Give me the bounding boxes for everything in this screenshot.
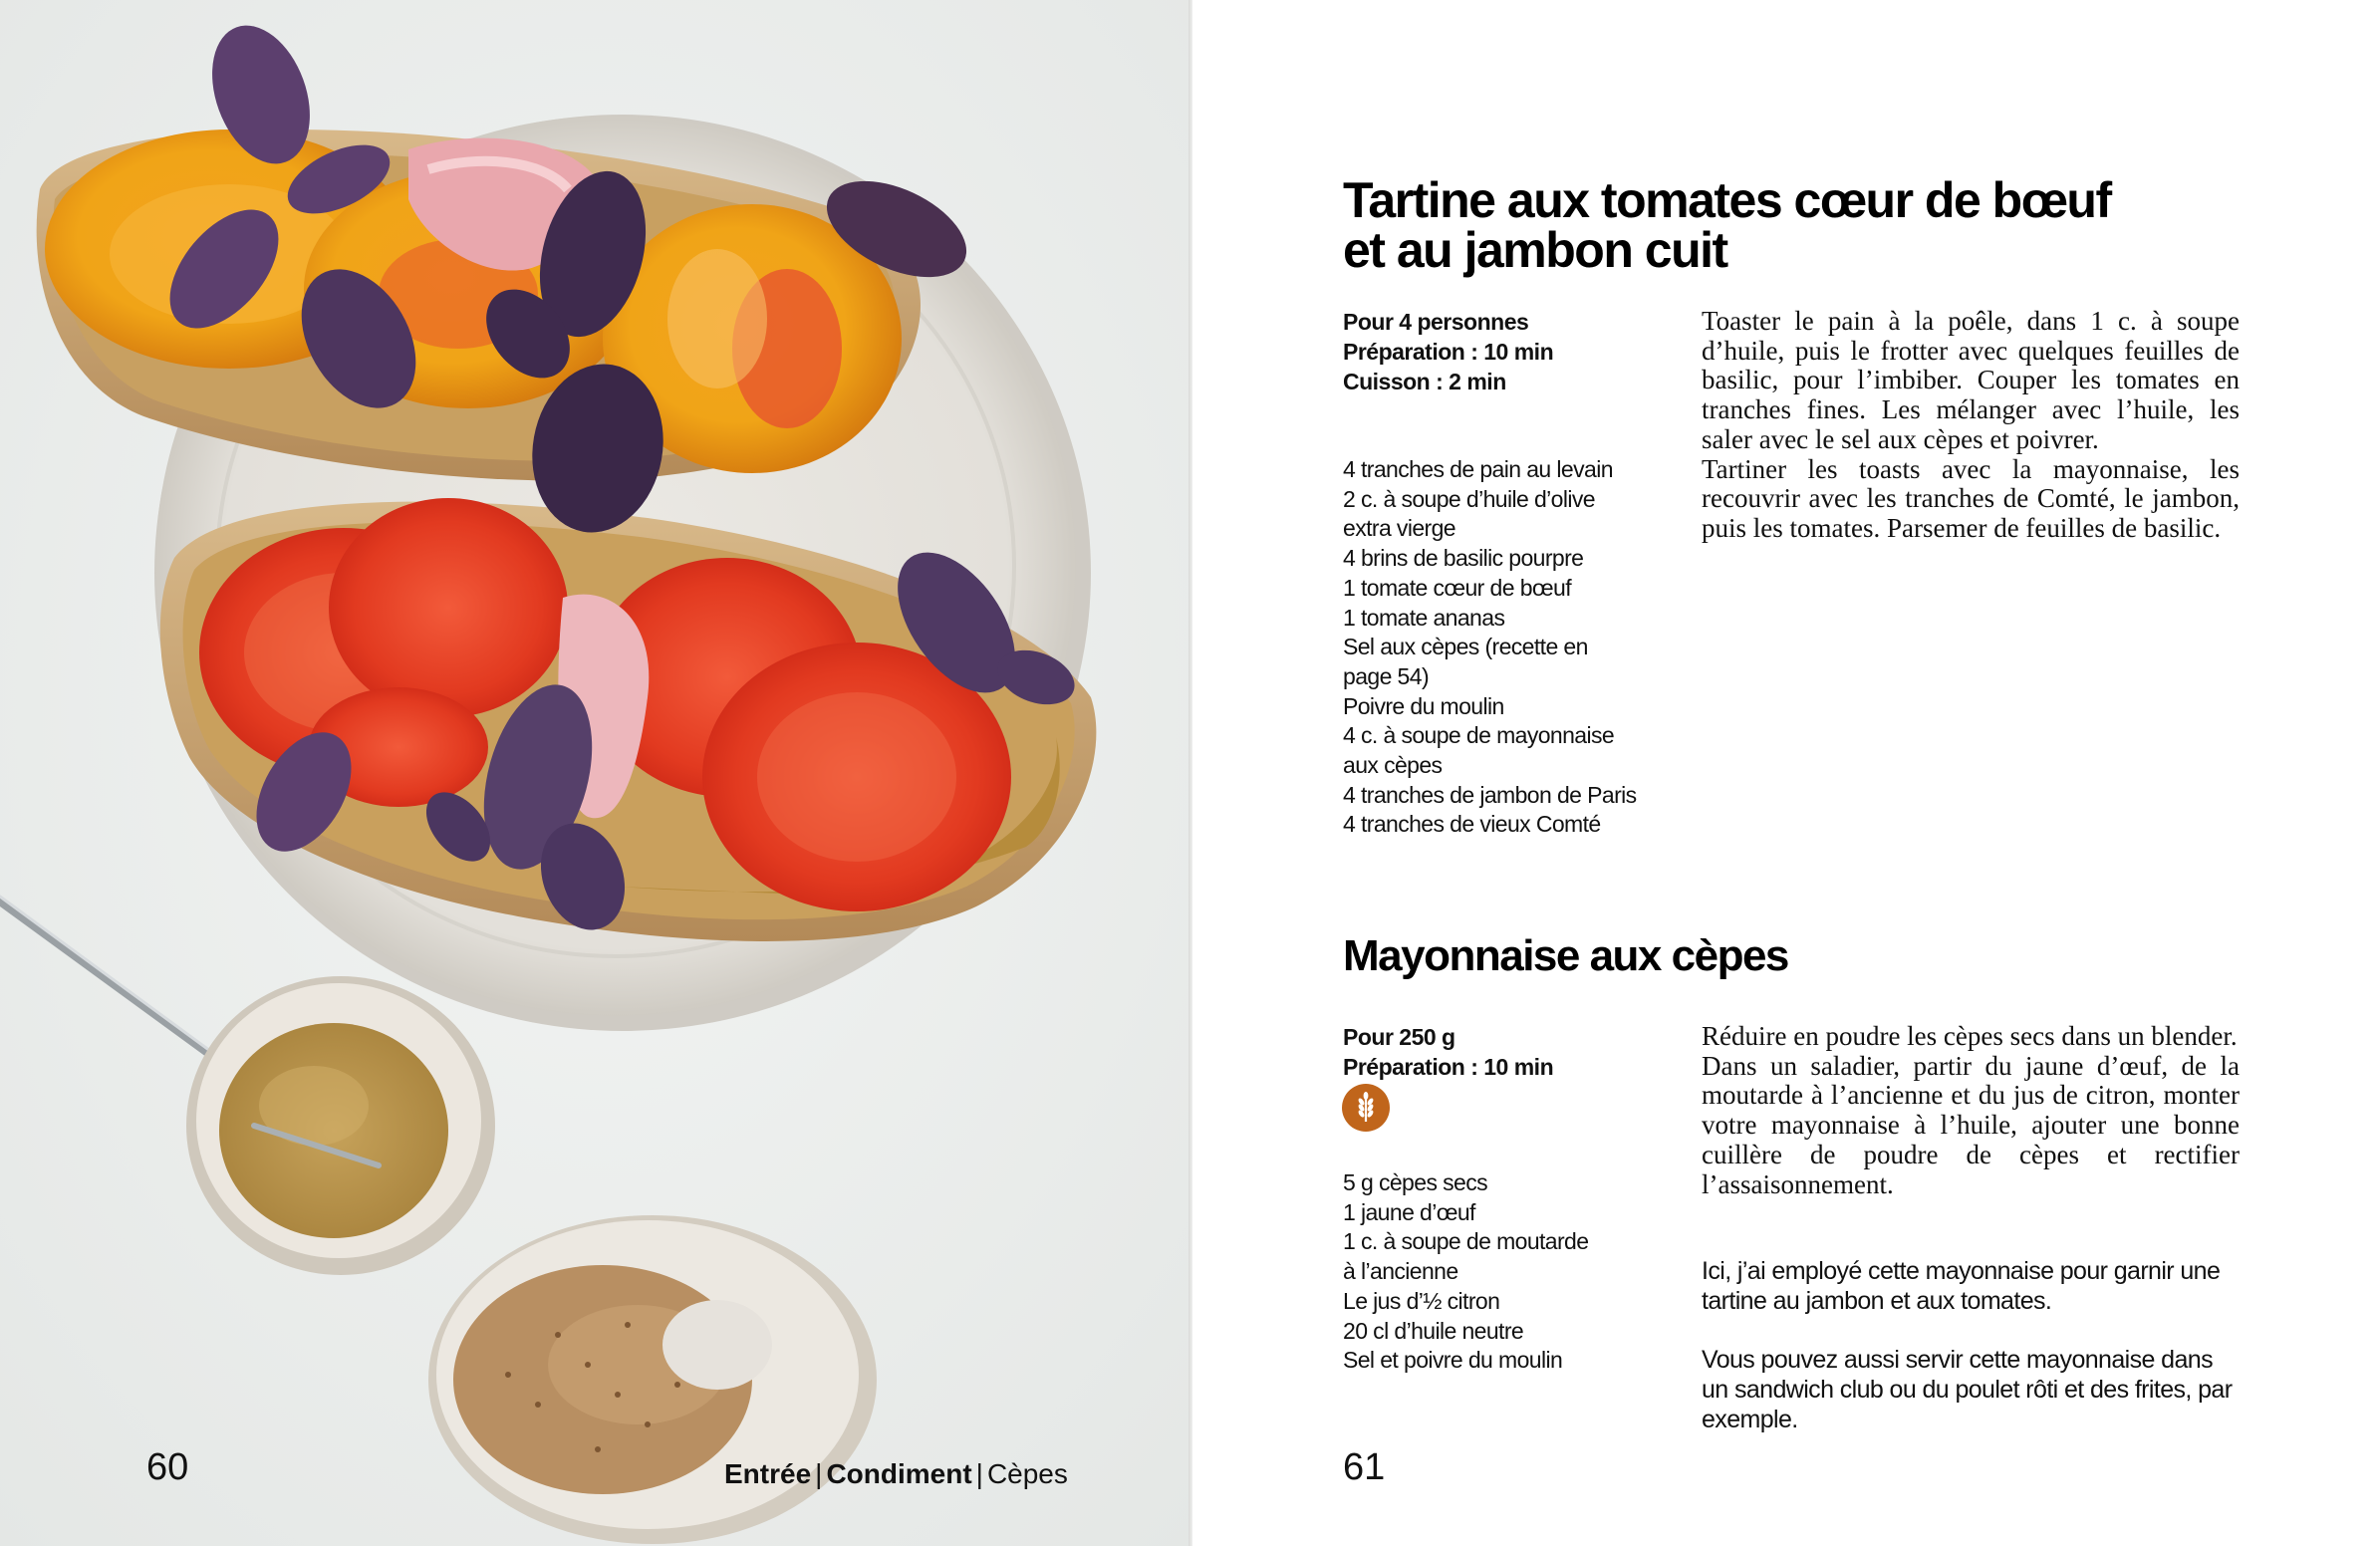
nav-item-entree: Entrée: [724, 1458, 812, 1489]
ingredient-line: 1 jaune d’œuf: [1343, 1198, 1475, 1225]
page-number-left: 60: [146, 1446, 189, 1488]
ingredient-line: 5 g cèpes secs: [1343, 1169, 1488, 1195]
ingredient-line: 4 c. à soupe de mayonnaise: [1343, 722, 1615, 749]
ingredient-line: 1 tomate cœur de bœuf: [1343, 574, 1571, 601]
ingredient-line: à l’ancienne: [1343, 1258, 1458, 1285]
recipe-method: [1702, 307, 2240, 544]
ingredient-line: extra vierge: [1343, 515, 1455, 542]
ingredient-line: Sel aux cèpes (recette en: [1343, 634, 1588, 660]
method-paragraph: Réduire en poudre les cèpes secs dans un blender.: [1702, 1021, 2238, 1051]
ingredient-line: 4 brins de basilic pourpre: [1343, 545, 1584, 572]
note-paragraph: Ici, j’ai employé cette mayonnaise pour garnir une tartine au jambon et aux tomates.: [1702, 1257, 2221, 1315]
recipe-title: [1343, 172, 2111, 278]
servings: Pour 4 personnes: [1343, 309, 1529, 335]
cook-time: Cuisson : 2 min: [1343, 369, 1506, 394]
recipe-title-2: Mayonnaise aux cèpes: [1343, 931, 1788, 980]
ingredient-line: 1 c. à soupe de moutarde: [1343, 1228, 1589, 1255]
nav-item-condiment: Condiment: [826, 1458, 972, 1489]
ingredient-line: 2 c. à soupe d’huile d’olive: [1343, 485, 1595, 512]
ingredient-line: Sel et poivre du moulin: [1343, 1347, 1563, 1374]
method-paragraph: Dans un saladier, partir du jaune d’œuf, de la moutarde à l’ancienne et du jus de citron, monter votre mayonnaise à l’huile, ajouter une bonne cuillère de poudre de cèpes et rectifier l’assaisonnement.: [1702, 1050, 2240, 1199]
method-paragraph: Toaster le pain à la poêle, dans 1 c. à soupe d’huile, puis le frotter avec quelques feuilles de basilic, pour l’imbiber. Couper les tomates en tranches fines. Les mélanger avec l’huile, les saler avec le sel aux cèpes et poivrer.: [1702, 306, 2240, 454]
recipe-meta-2: [1343, 1022, 1553, 1082]
nav-separator: |: [975, 1458, 983, 1489]
page-number-right: 61: [1343, 1446, 1386, 1488]
section-nav: [724, 1458, 1068, 1490]
note-paragraph: Vous pouvez aussi servir cette mayonnaise dans un sandwich club ou du poulet rôti et des frites, par exemple.: [1702, 1346, 2233, 1433]
recipe-title-line2: et au jambon cuit: [1343, 222, 1727, 278]
ingredient-line: page 54): [1343, 662, 1429, 689]
recipe-notes: [1702, 1257, 2240, 1464]
ingredient-line: 4 tranches de jambon de Paris: [1343, 781, 1637, 808]
method-paragraph: Tartiner les toasts avec la mayonnaise, les recouvrir avec les tranches de Comté, le jambon, puis les tomates. Parsemer de feuilles de basilic.: [1702, 453, 2240, 543]
ingredient-line: 4 tranches de vieux Comté: [1343, 811, 1601, 838]
recipe-method-2: [1702, 1022, 2240, 1199]
ingredient-line: 4 tranches de pain au levain: [1343, 456, 1613, 482]
ingredient-line: Le jus d’½ citron: [1343, 1287, 1500, 1314]
prep-time: Préparation : 10 min: [1343, 1054, 1554, 1080]
recipe-title-line1: Tartine aux tomates cœur de bœuf: [1343, 172, 2111, 228]
prep-time: Préparation : 10 min: [1343, 339, 1554, 365]
ingredient-line: Poivre du moulin: [1343, 692, 1504, 719]
ingredient-list-2: [1343, 1168, 1588, 1376]
nav-item-cepes: Cèpes: [986, 1458, 1068, 1489]
recipe-meta: [1343, 307, 1553, 396]
servings: Pour 250 g: [1343, 1024, 1455, 1050]
wheat-icon: [1342, 1084, 1390, 1132]
ingredient-line: 20 cl d’huile neutre: [1343, 1317, 1524, 1344]
ingredient-line: 1 tomate ananas: [1343, 604, 1505, 631]
ingredient-list: [1343, 455, 1637, 840]
ingredient-line: aux cèpes: [1343, 752, 1443, 779]
nav-separator: |: [815, 1458, 823, 1489]
